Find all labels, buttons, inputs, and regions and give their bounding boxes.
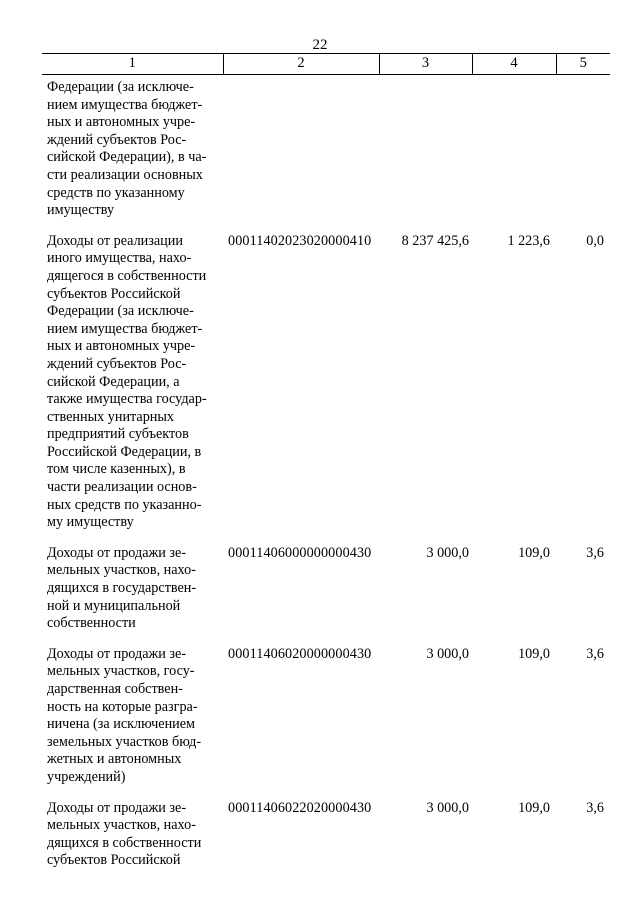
page-number: 22 xyxy=(312,37,328,53)
table-row xyxy=(42,75,610,230)
row-value-col-4: 109,0 xyxy=(518,544,550,561)
row-name-cell: Доходы от продажи зе- мельных участков, нахо- дящихся в государствен- ной и муниципальной собственности xyxy=(47,544,197,632)
table-row xyxy=(42,542,610,643)
header-col-2: 2 xyxy=(223,54,379,75)
row-value-col-5: 0,0 xyxy=(586,232,604,249)
row-code-cell: 00011406000000000430 xyxy=(228,544,372,561)
row-name-cell: Федерации (за исключе- нием имущества бюджет- ных и автономных учре- ждений субъектов Рос- сийской Федерации), в ча- сти реализации основных средств по указанному имуществу xyxy=(47,79,207,219)
row-value-col-4: 109,0 xyxy=(518,799,550,816)
budget-table xyxy=(42,53,610,880)
row-value-col-3: 3 000,0 xyxy=(426,645,469,662)
table-row xyxy=(42,797,610,880)
row-name-cell: Доходы от реализации иного имущества, нахо- дящегося в собственности субъектов Российской Федерации (за исключе- нием имущества бюджет- ных и автономных учре- ждений субъектов Рос- сийской Федерации, а также имущества государ- ственных унитарных предприятий субъектов Российской Федерации, в том числе казенных), в части реализации основ- ных средств по указанно- му имуществу xyxy=(47,232,207,531)
row-value-col-3: 8 237 425,6 xyxy=(401,232,469,249)
row-code-cell: 00011402023020000410 xyxy=(228,232,372,249)
row-value-col-5: 3,6 xyxy=(586,799,604,816)
table-header-row xyxy=(42,54,610,75)
header-col-1: 1 xyxy=(42,54,223,75)
row-code-cell xyxy=(223,75,379,230)
row-value-col-3: 3 000,0 xyxy=(426,799,469,816)
row-value-col-5 xyxy=(556,75,610,230)
row-value-col-3 xyxy=(379,75,472,230)
row-code-cell: 00011406022020000430 xyxy=(228,799,372,816)
header-col-3: 3 xyxy=(379,54,472,75)
row-value-col-5: 3,6 xyxy=(586,544,604,561)
table-row xyxy=(42,230,610,542)
row-value-col-4 xyxy=(472,75,556,230)
row-code-cell: 00011406020000000430 xyxy=(228,645,372,662)
row-value-col-5: 3,6 xyxy=(586,645,604,662)
row-name-cell: Доходы от продажи зе- мельных участков, госу- дарственная собствен- ность на которые разгра- ничена (за исключением земельных участков бюд- жетных и автономных учреждений) xyxy=(47,645,202,785)
row-value-col-4: 109,0 xyxy=(518,645,550,662)
table-row xyxy=(42,643,610,797)
row-value-col-4: 1 223,6 xyxy=(507,232,550,249)
row-value-col-3: 3 000,0 xyxy=(426,544,469,561)
row-name-cell: Доходы от продажи зе- мельных участков, нахо- дящихся в собственности субъектов Российской xyxy=(47,799,202,869)
header-col-5: 5 xyxy=(556,54,610,75)
header-col-4: 4 xyxy=(472,54,556,75)
